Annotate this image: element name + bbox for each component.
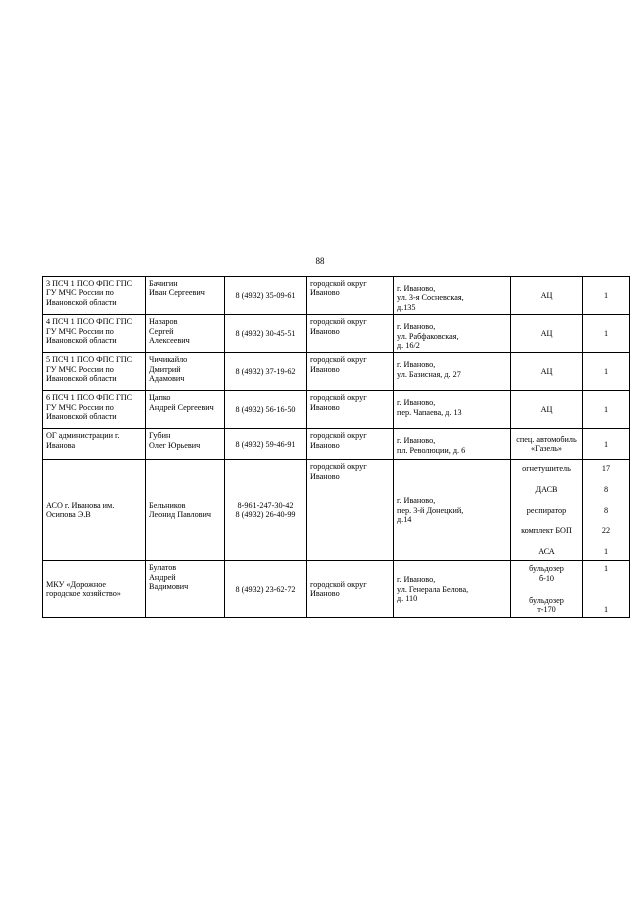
equipment-cell: АЦ (511, 315, 583, 353)
contact-name-cell: Назаров Сергей Алексеевич (146, 315, 225, 353)
quantity-cell: 1 (583, 391, 630, 429)
quantity-cell: 1 (583, 353, 630, 391)
contact-name-cell: Цапко Андрей Сергеевич (146, 391, 225, 429)
quantity-cell (583, 460, 630, 561)
equipment-item: бульдозер б-10 (529, 564, 564, 583)
address-text: г. Иваново, ул. Базисная, д. 27 (397, 360, 461, 379)
equipment-item: огнетушитель (522, 464, 571, 474)
contact-name-cell: Бельников Леонид Павлович (146, 460, 225, 561)
quantity-item: 22 (601, 526, 611, 536)
quantity-item: 8 (603, 505, 609, 515)
org-cell: ОГ администрации г. Иванова (43, 429, 146, 460)
org-cell: 4 ПСЧ 1 ПСО ФПС ГПС ГУ МЧС России по Ивановской области (43, 315, 146, 353)
equipment-item: АСА (538, 547, 555, 556)
table-row (43, 315, 630, 353)
table-row (43, 391, 630, 429)
contact-name-cell: Бачигин Иван Сергеевич (146, 277, 225, 315)
contact-name-cell: Губин Олег Юрьевич (146, 429, 225, 460)
phone-cell: 8 (4932) 35-09-61 (225, 277, 307, 315)
area-cell: городской округ Иваново (307, 353, 394, 391)
phone-cell: 8 (4932) 56-16-50 (225, 391, 307, 429)
phone-cell: 8 (4932) 23-62-72 (225, 561, 307, 618)
phone-cell: 8 (4932) 37-19-62 (225, 353, 307, 391)
equipment-item: комплект БОП (521, 526, 572, 536)
address-cell (394, 277, 511, 315)
equipment-cell: АЦ (511, 353, 583, 391)
table-row (43, 460, 630, 561)
table-row (43, 353, 630, 391)
table-row (43, 277, 630, 315)
table-row (43, 561, 630, 618)
phone-cell: 8-961-247-30-42 8 (4932) 26-40-99 (225, 460, 307, 561)
address-text: г. Иваново, пер. Чапаева, д. 13 (397, 398, 462, 417)
phone-cell: 8 (4932) 30-45-51 (225, 315, 307, 353)
equipment-item: бульдозер т-170 (529, 595, 564, 615)
page-number: 88 (315, 256, 325, 266)
address-text: г. Иваново, пл. Революции, д. 6 (397, 436, 466, 455)
org-cell: 6 ПСЧ 1 ПСО ФПС ГПС ГУ МЧС России по Ивановской области (43, 391, 146, 429)
org-cell: МКУ «Дорожное городское хозяйство» (43, 561, 146, 618)
area-cell: городской округ Иваново (307, 315, 394, 353)
contact-name-cell: Чичикайло Дмитрий Адамович (146, 353, 225, 391)
address-text: г. Иваново, ул. Рабфаковская, д. 16/2 (397, 322, 459, 351)
org-cell: 3 ПСЧ 1 ПСО ФПС ГПС ГУ МЧС России по Ивановской области (43, 277, 146, 315)
equipment-cell: АЦ (511, 391, 583, 429)
quantity-item: 1 (603, 547, 609, 556)
address-cell (394, 353, 511, 391)
quantity-cell: 1 (583, 315, 630, 353)
equipment-cell: спец. автомобиль «Газель» (511, 429, 583, 460)
area-cell: городской округ Иваново (307, 277, 394, 315)
quantity-item: 17 (601, 464, 611, 474)
org-cell: АСО г. Иванова им. Осипова Э.В (43, 460, 146, 561)
quantity-item: 8 (603, 485, 609, 495)
address-cell (394, 429, 511, 460)
phone-cell: 8 (4932) 59-46-91 (225, 429, 307, 460)
quantity-cell: 1 (583, 429, 630, 460)
address-cell: г. Иваново, пер. 3-й Донецкий, д.14 (394, 460, 511, 561)
equipment-item: ДАСВ (535, 485, 558, 495)
address-cell: г. Иваново, ул. Генерала Белова, д. 110 (394, 561, 511, 618)
quantity-item: 1 (603, 564, 609, 574)
area-cell: городской округ Иваново (307, 460, 394, 561)
area-cell: городской округ Иваново (307, 561, 394, 618)
quantity-cell (583, 561, 630, 618)
equipment-item: респиратор (526, 505, 567, 515)
equipment-cell (511, 561, 583, 618)
address-cell (394, 391, 511, 429)
address-text: г. Иваново, ул. 3-я Сосневская, д.135 (397, 284, 464, 312)
equipment-cell: АЦ (511, 277, 583, 315)
area-cell: городской округ Иваново (307, 429, 394, 460)
contact-name-cell: Булатов Андрей Вадимович (146, 561, 225, 618)
quantity-item: 1 (603, 605, 609, 615)
equipment-cell (511, 460, 583, 561)
quantity-cell: 1 (583, 277, 630, 315)
org-cell: 5 ПСЧ 1 ПСО ФПС ГПС ГУ МЧС России по Ивановской области (43, 353, 146, 391)
address-cell (394, 315, 511, 353)
area-cell: городской округ Иваново (307, 391, 394, 429)
table-row (43, 429, 630, 460)
resources-table (42, 276, 630, 618)
